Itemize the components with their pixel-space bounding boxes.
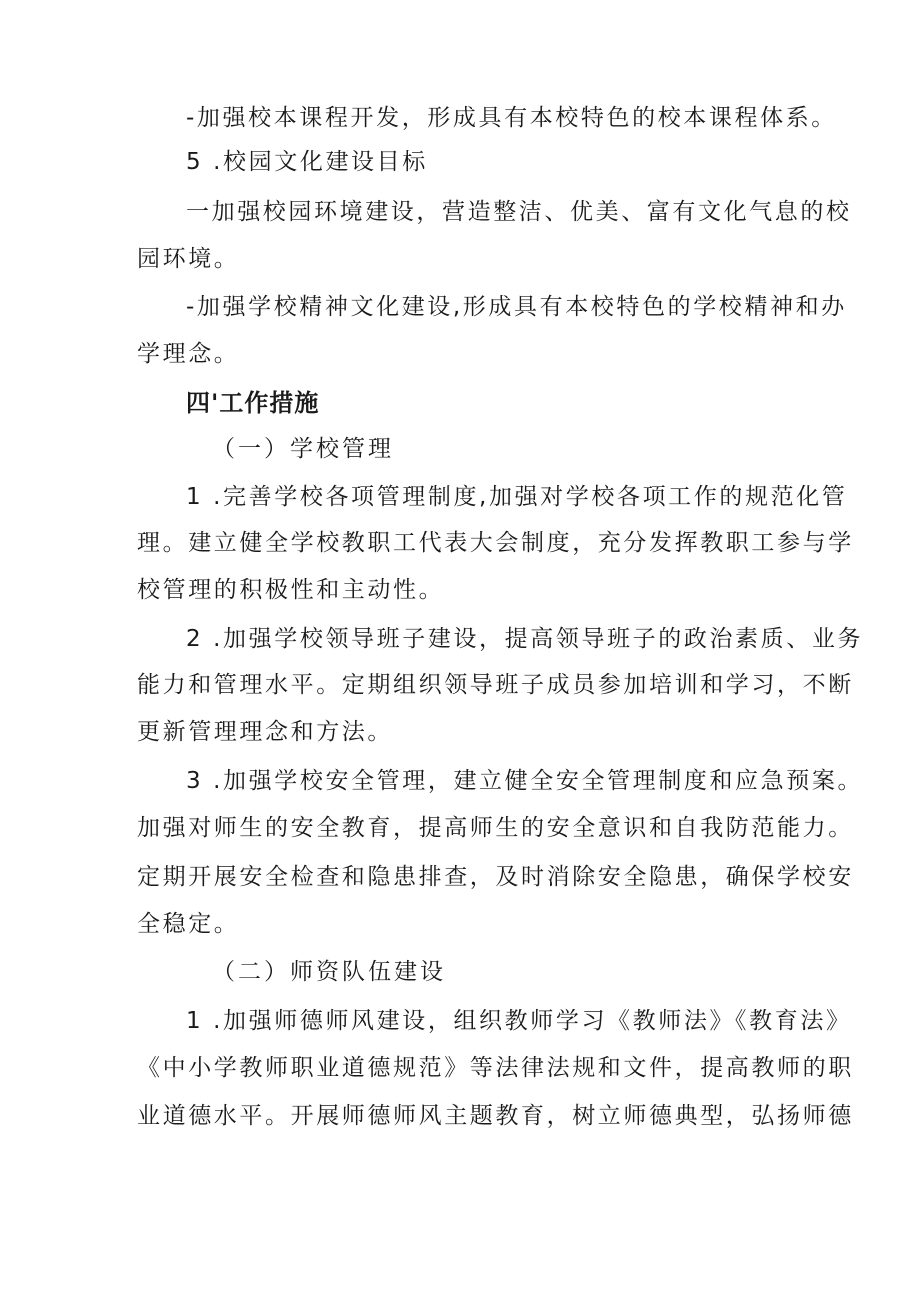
text-line: 更新管理理念和方法。 <box>137 719 393 745</box>
text-line: 全稳定。 <box>137 911 240 937</box>
text-line: 1 .加强师德师风建设，组织教师学习《教师法》《教育法》 <box>186 1008 852 1034</box>
text-line: 校管理的积极性和主动性。 <box>137 577 445 603</box>
text-line: -加强校本课程开发，形成具有本校特色的校本课程体系。 <box>186 105 837 131</box>
text-line: 一加强校园环境建设，营造整洁、优美、富有文化气息的校 <box>186 199 852 225</box>
text-line: 加强对师生的安全教育，提高师生的安全意识和自我防范能力。 <box>137 815 854 841</box>
text-line: 理。建立健全学校教职工代表大会制度，充分发挥教职工参与学 <box>137 530 854 556</box>
text-line: 园环境。 <box>137 246 240 272</box>
text-line: 3 .加强学校安全管理，建立健全安全管理制度和应急预案。 <box>186 768 864 794</box>
text-line: 2 .加强学校领导班子建设，提高领导班子的政治素质、业务 <box>186 626 864 652</box>
subsection-heading: （一）学校管理 <box>212 436 394 462</box>
section-heading: 四'工作措施 <box>186 389 320 417</box>
text-line: 5 .校园文化建设目标 <box>186 149 428 175</box>
subsection-heading: （二）师资队伍建设 <box>212 959 446 985</box>
text-line: 业道德水平。开展师德师风主题教育，树立师德典型，弘扬师德 <box>137 1103 854 1129</box>
text-line: 《中小学教师职业道德规范》等法律法规和文件，提高教师的职 <box>137 1055 854 1081</box>
text-line: 1 .完善学校各项管理制度,加强对学校各项工作的规范化管 <box>186 484 848 510</box>
text-line: -加强学校精神文化建设,形成具有本校特色的学校精神和办 <box>186 294 847 320</box>
text-line: 能力和管理水平。定期组织领导班子成员参加培训和学习，不断 <box>137 672 854 698</box>
text-line: 定期开展安全检查和隐患排查，及时消除安全隐患，确保学校安 <box>137 864 854 890</box>
text-line: 学理念。 <box>137 341 240 367</box>
